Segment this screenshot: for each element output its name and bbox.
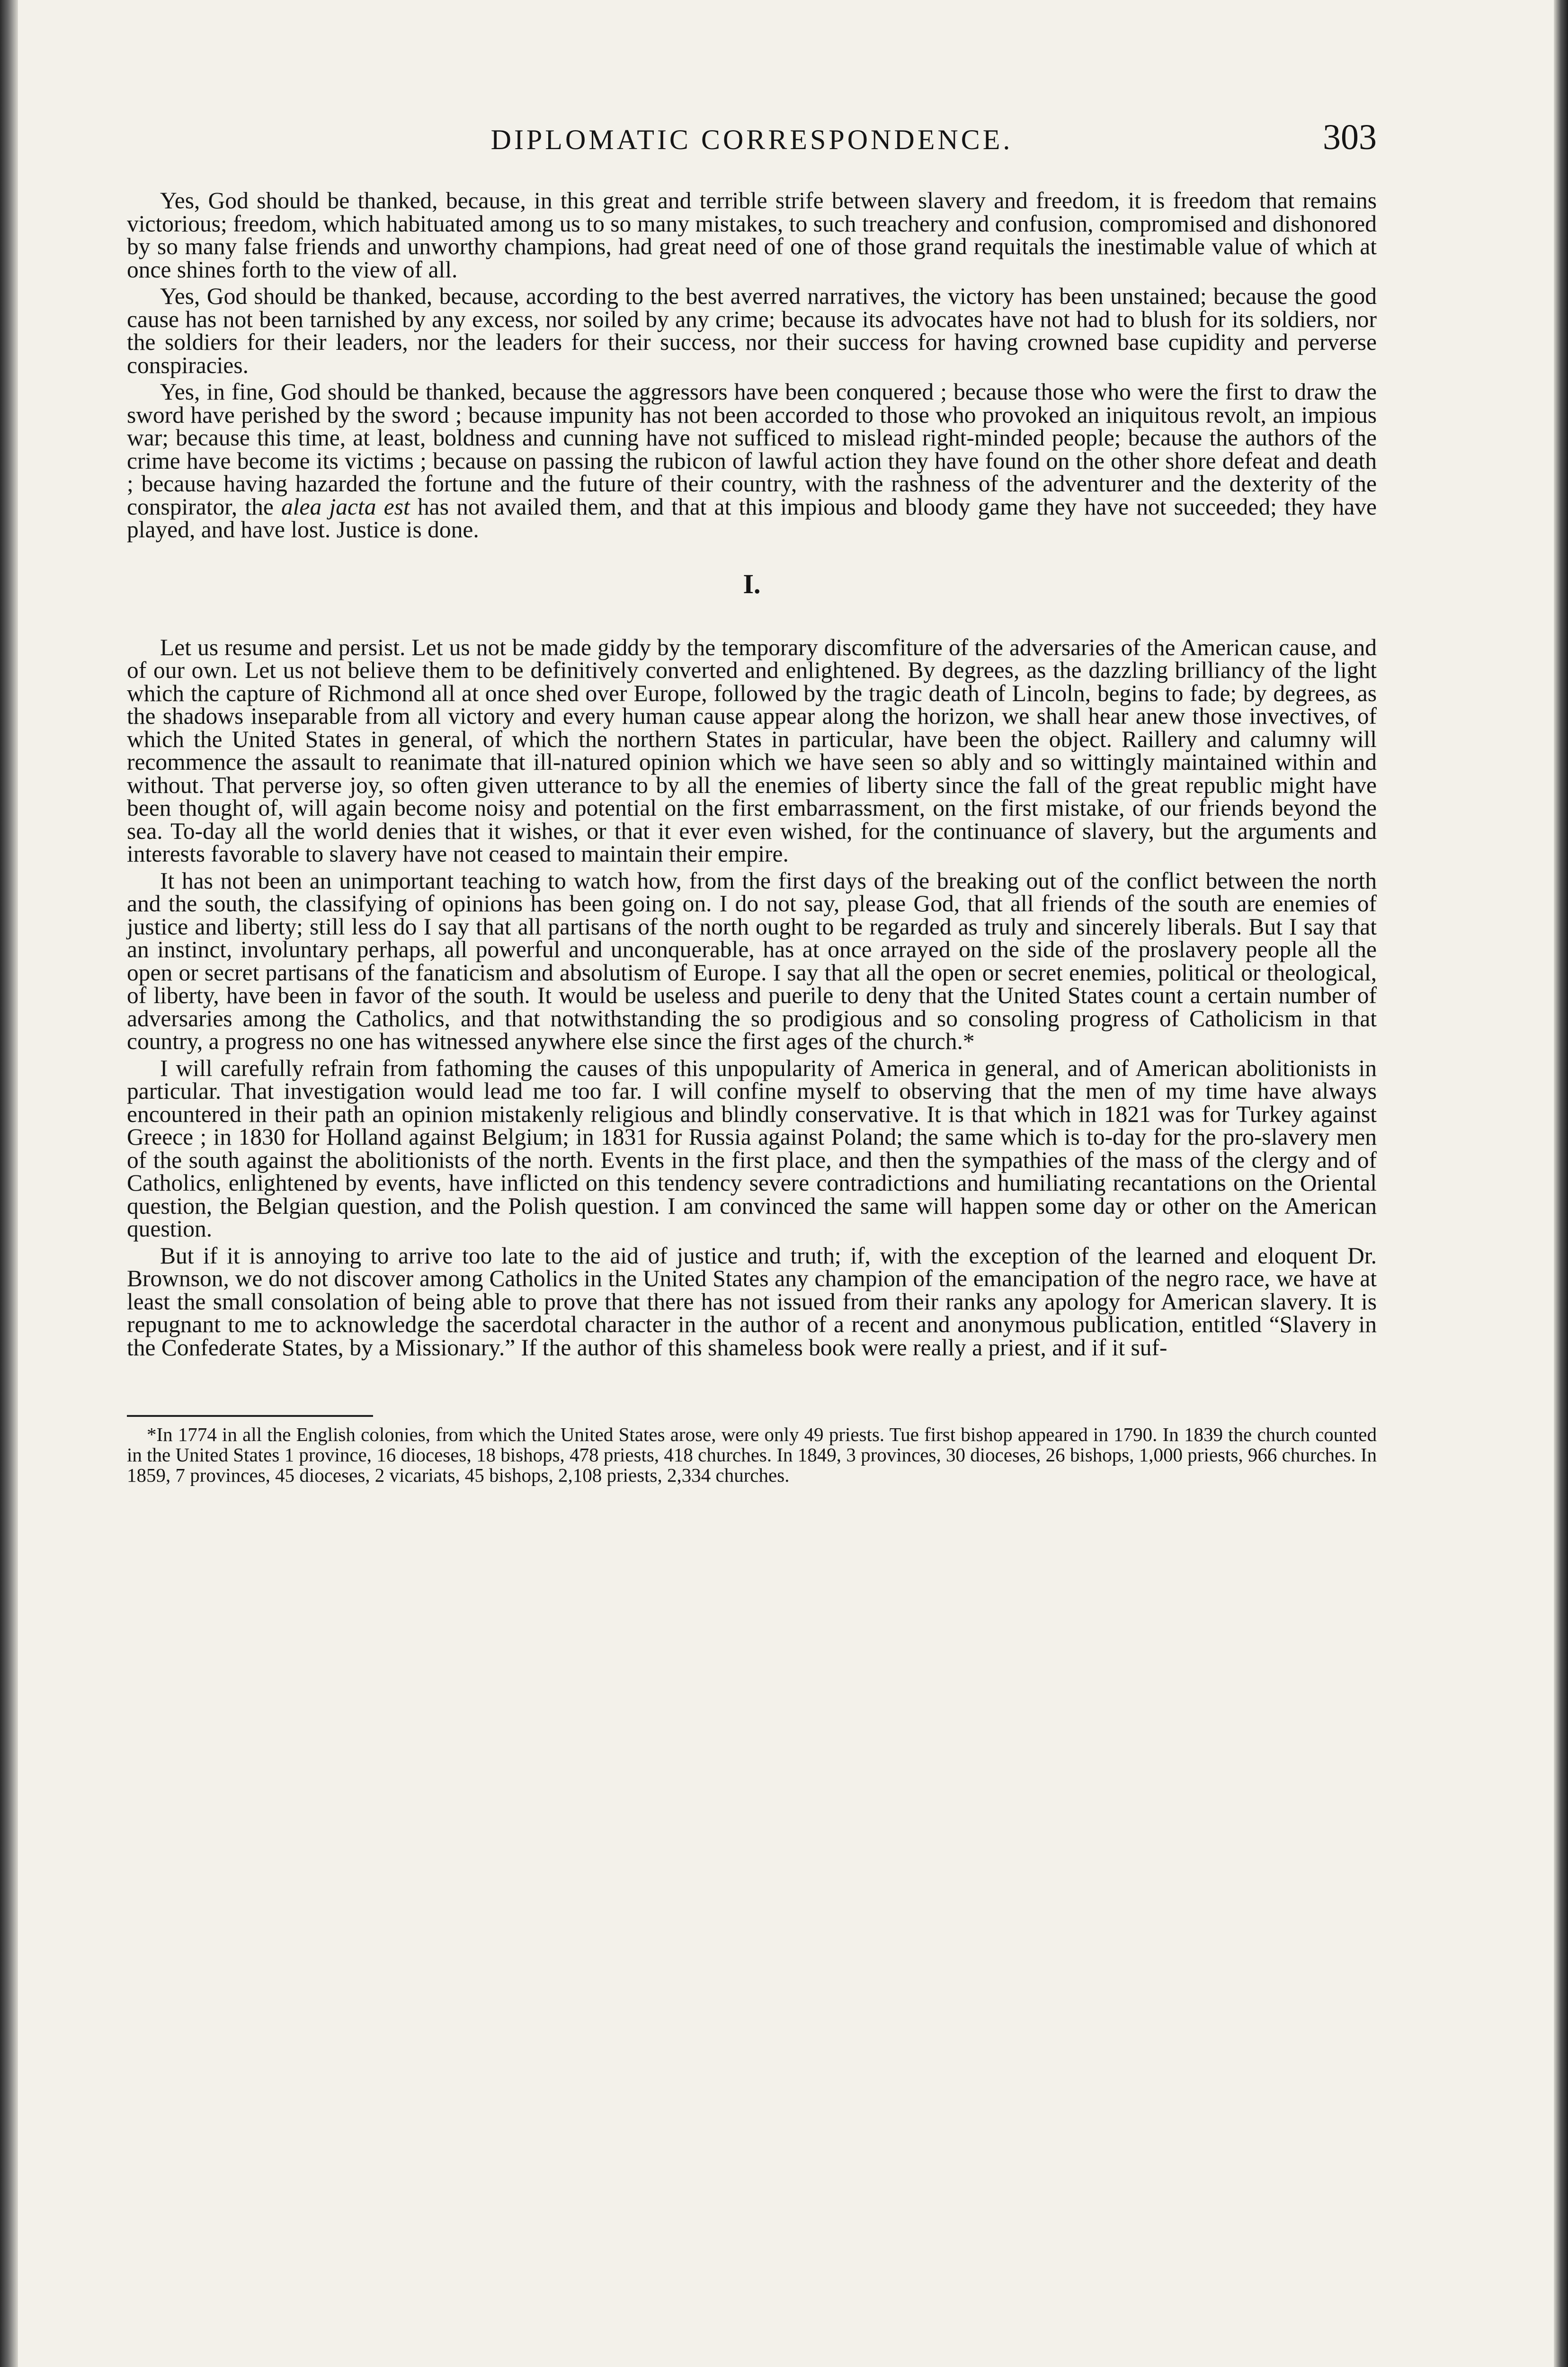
paragraph: Yes, God should be thanked, because, according to the best averred narratives, the victory has been unstained; because the good cause has not been tarnished by any excess, nor soiled by any crime; because its advocates have not had to blush for its soldiers, nor the soldiers for their leaders, nor the leaders for their success, nor their success for having crowned base cupidity and perverse conspiracies. [127,283,1377,378]
paragraph: Yes, God should be thanked, because, in this great and terrible strife between slavery and freedom, it is freedom that remains victorious; freedom, which habituated among us to so many mistakes, to such treachery and confusion, compromised and dishonored by so many false friends and unworthy champions, had great need of one of those grand requitals the inestimable value of which at once shines forth to the view of all. [127,187,1377,283]
paragraph-text: Yes, in fine, God should be thanked, because the aggressors have been conquered ; because those who were the first to draw the sword have perished by the sword ; because impunity has not been accorded to those who provoked an iniquitous revolt, an impious war; because this time, at least, boldness and cunning have not sufficed to mislead right-minded people; because the authors of the crime have become its victims ; because on passing the rubicon of lawful action they have found on the other shore defeat and death ; because having hazarded the fortune and the future of their country, with the rashness of the adventurer and the dexterity of the conspirator, the [127,379,1377,520]
running-header [127,114,1377,166]
running-title: DIPLOMATIC CORRESPONDENCE. [490,124,1013,155]
scan-edge-right [1554,0,1568,2367]
scan-edge-left [0,0,18,2367]
footnote-rule [127,1415,373,1417]
paragraph: Let us resume and persist. Let us not be made giddy by the temporary discomfiture of the adversaries of the American cause, and of our own. Let us not believe them to be definitively converted and enlightened. By degrees, as the dazzling brilliancy of the light which the capture of Richmond all at once shed over Europe, followed by the tragic death of Lincoln, begins to fade; by degrees, as the shadows inseparable from all victory and every human cause appear along the horizon, we shall hear anew those invectives, of which the United States in general, of which the northern States in particular, have been the object. Raillery and calumny will recommence the assault to reanimate that ill-natured opinion which we have seen so ably and so wittingly maintained within and without. That perverse joy, so often given utterance to by all the enemies of liberty since the fall of the great republic might have been thought of, will again become noisy and potential on the first embarrassment, on the first mistake, of our friends beyond the sea. To-day all the world denies that it wishes, or that it ever even wished, for the continuance of slavery, but the arguments and interests favorable to slavery have not ceased to maintain their empire. [127,634,1377,867]
paragraph: It has not been an unimportant teaching to watch how, from the first days of the breaking out of the conflict between the north and the south, the classifying of opinions has been going on. I do not say, please God, that all friends of the south are enemies of justice and liberty; still less do I say that all partisans of the north ought to be regarded as truly and sincerely liberals. But I say that an instinct, involuntary perhaps, all powerful and unconquerable, has at once arrayed on the side of the proslavery people all the open or secret partisans of the fanaticism and absolutism of Europe. I say that all the open or secret enemies, political or theological, of liberty, have been in favor of the south. It would be useless and puerile to deny that the United States count a certain number of adversaries among the Catholics, and that notwithstanding the so prodigious and so consoling progress of Catholicism in that country, a progress no one has witnessed anywhere else since the first ages of the church.* [127,867,1377,1054]
body-text [127,189,1377,1359]
book-page [127,114,1377,1486]
page-number: 303 [1323,117,1377,157]
paragraph: I will carefully refrain from fathoming the causes of this unpopularity of America in general, and of American abolitionists in particular. That investigation would lead me too far. I will confine myself to observing that the men of my time have always encountered in their path an opinion mistakenly religious and blindly conservative. It is that which in 1821 was for Turkey against Greece ; in 1830 for Holland against Belgium; in 1831 for Russia against Poland; the same which is to-day for the pro-slavery men of the south against the abolitionists of the north. Events in the first place, and then the sympathies of the mass of the clergy and of Catholics, enlightened by events, have inflicted on this tendency severe contradictions and humiliating recantations on the Oriental question, the Belgian question, and the Polish question. I am convinced the same will happen some day or other on the American question. [127,1055,1377,1242]
footnote: *In 1774 in all the English colonies, from which the United States arose, were only 49 priests. Tue first bishop appeared in 1790. In 1839 the church counted in the United States 1 province, 16 dioceses, 18 bishops, 478 priests, 418 churches. In 1849, 3 provinces, 30 dioceses, 26 bishops, 1,000 priests, 966 churches. In 1859, 7 provinces, 45 dioceses, 2 vicariats, 45 bishops, 2,108 priests, 2,334 churches. [127,1424,1377,1486]
paragraph: But if it is annoying to arrive too late to the aid of justice and truth; if, with the exception of the learned and eloquent Dr. Brownson, we do not discover among Catholics in the United States any champion of the emancipation of the negro race, we have at least the small consolation of being able to prove that there has not issued from their ranks any apology for American slavery. It is repugnant to me to acknowledge the sacerdotal character in the author of a recent and anonymous publication, entitled “Slavery in the Confederate States, by a Missionary.” If the author of this shameless book were really a priest, and if it suf- [127,1242,1377,1361]
section-heading: I. [743,568,761,599]
latin-phrase: alea jacta est [281,493,410,520]
paragraph-text: has not availed them, and that at this impious and bloody game they have not succeeded; they have played, and have lost. Justice is done. [127,493,1377,543]
paragraph [127,381,1377,542]
